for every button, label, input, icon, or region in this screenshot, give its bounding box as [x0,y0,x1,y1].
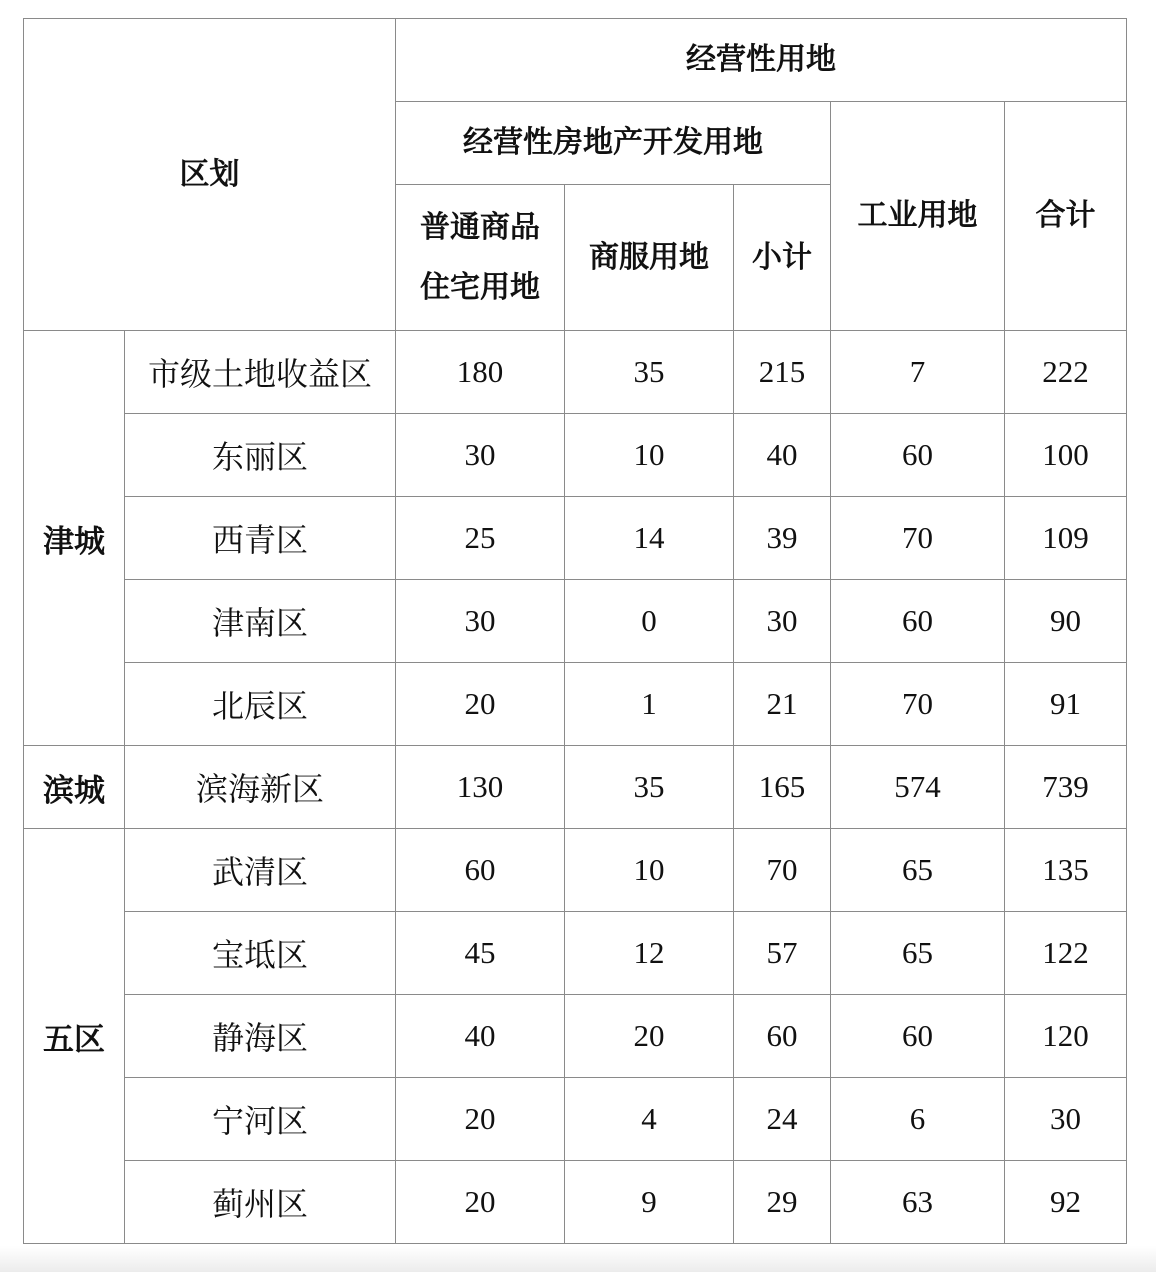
commercial-cell: 10 [565,414,734,497]
header-region: 区划 [24,19,396,331]
table-row [24,331,1127,414]
total-cell: 92 [1005,1161,1127,1244]
subtotal-cell: 40 [734,414,831,497]
commercial-cell: 1 [565,663,734,746]
table-row [24,1078,1127,1161]
commercial-cell: 14 [565,497,734,580]
table-row [24,746,1127,829]
header-real-estate-dev: 经营性房地产开发用地 [396,102,831,185]
industrial-cell: 60 [831,580,1005,663]
residential-cell: 30 [396,414,565,497]
district-cell: 津南区 [125,580,396,663]
total-cell: 739 [1005,746,1127,829]
residential-cell: 130 [396,746,565,829]
residential-cell: 40 [396,995,565,1078]
subtotal-cell: 215 [734,331,831,414]
header-commercial: 商服用地 [565,185,734,331]
subtotal-cell: 29 [734,1161,831,1244]
district-cell: 静海区 [125,995,396,1078]
total-cell: 91 [1005,663,1127,746]
commercial-cell: 10 [565,829,734,912]
commercial-cell: 9 [565,1161,734,1244]
industrial-cell: 65 [831,912,1005,995]
residential-cell: 45 [396,912,565,995]
header-operating-land: 经营性用地 [396,19,1127,102]
subtotal-cell: 165 [734,746,831,829]
industrial-cell: 574 [831,746,1005,829]
land-supply-table [23,18,1127,1244]
subtotal-cell: 60 [734,995,831,1078]
residential-cell: 30 [396,580,565,663]
commercial-cell: 0 [565,580,734,663]
district-cell: 蓟州区 [125,1161,396,1244]
district-cell: 西青区 [125,497,396,580]
table-row [24,829,1127,912]
header-total: 合计 [1005,102,1127,331]
district-cell: 北辰区 [125,663,396,746]
table-row [24,414,1127,497]
residential-cell: 20 [396,1078,565,1161]
district-cell: 东丽区 [125,414,396,497]
subtotal-cell: 70 [734,829,831,912]
table-header [24,19,1127,331]
header-industrial: 工业用地 [831,102,1005,331]
group-label: 津城 [24,331,125,746]
commercial-cell: 35 [565,746,734,829]
residential-cell: 25 [396,497,565,580]
subtotal-cell: 39 [734,497,831,580]
industrial-cell: 70 [831,663,1005,746]
table-row [24,1161,1127,1244]
total-cell: 135 [1005,829,1127,912]
residential-cell: 60 [396,829,565,912]
total-cell: 30 [1005,1078,1127,1161]
table-row [24,912,1127,995]
total-cell: 100 [1005,414,1127,497]
header-residential: 普通商品住宅用地 [396,185,565,331]
table-row [24,995,1127,1078]
commercial-cell: 12 [565,912,734,995]
commercial-cell: 35 [565,331,734,414]
residential-cell: 20 [396,1161,565,1244]
industrial-cell: 70 [831,497,1005,580]
total-cell: 109 [1005,497,1127,580]
table-body [24,331,1127,1244]
district-cell: 市级土地收益区 [125,331,396,414]
district-cell: 宁河区 [125,1078,396,1161]
bottom-shade [0,1246,1156,1272]
district-cell: 武清区 [125,829,396,912]
industrial-cell: 65 [831,829,1005,912]
total-cell: 122 [1005,912,1127,995]
total-cell: 90 [1005,580,1127,663]
group-label: 五区 [24,829,125,1244]
table-row [24,663,1127,746]
table-row [24,580,1127,663]
total-cell: 222 [1005,331,1127,414]
industrial-cell: 60 [831,414,1005,497]
industrial-cell: 6 [831,1078,1005,1161]
subtotal-cell: 21 [734,663,831,746]
subtotal-cell: 24 [734,1078,831,1161]
group-label: 滨城 [24,746,125,829]
header-subtotal: 小计 [734,185,831,331]
industrial-cell: 63 [831,1161,1005,1244]
district-cell: 宝坻区 [125,912,396,995]
commercial-cell: 4 [565,1078,734,1161]
residential-cell: 180 [396,331,565,414]
district-cell: 滨海新区 [125,746,396,829]
subtotal-cell: 57 [734,912,831,995]
commercial-cell: 20 [565,995,734,1078]
residential-cell: 20 [396,663,565,746]
industrial-cell: 7 [831,331,1005,414]
subtotal-cell: 30 [734,580,831,663]
table-row [24,497,1127,580]
industrial-cell: 60 [831,995,1005,1078]
total-cell: 120 [1005,995,1127,1078]
